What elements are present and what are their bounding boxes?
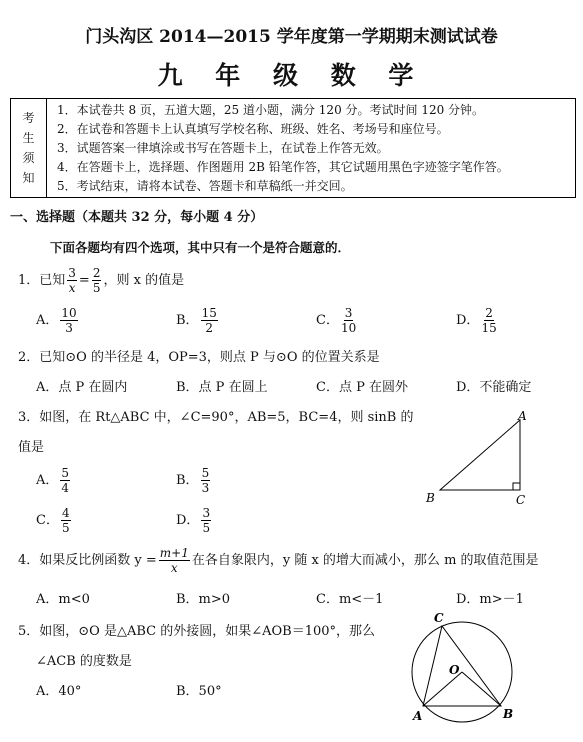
q1-suffix: ，则 x 的值是 (103, 273, 185, 288)
notice-item: 1．本试卷共 8 页，五道大题，25 道小题，满分 120 分。考试时间 120 分钟。 (57, 103, 485, 117)
notice-list (57, 101, 571, 196)
q1-option-d[interactable]: D． $\frac{2}{15}$ (456, 306, 497, 335)
question-3-stem: 3．如图，在 Rt△ABC 中，∠C=90°，AB=5，BC=4，则 sinB 的 (18, 410, 414, 425)
vertex-label-c: C (516, 493, 526, 507)
exam-subject: 九 年 级 数 学 (157, 61, 426, 90)
notice-item: 2．在试卷和答题卡上认真填写学校名称、班级、姓名、考场号和座位号。 (57, 122, 449, 136)
right-angle-mark (513, 483, 520, 490)
q2-option-d[interactable]: D．不能确定 (456, 380, 532, 395)
q4-option-a[interactable]: A．m<0 (36, 592, 90, 607)
q1-option-b[interactable]: B． $\frac{15}{2}$ (176, 306, 217, 335)
notice-label (11, 99, 47, 197)
exam-title: 门头沟区 2014—2015 学年度第一学期期末测试试卷 (85, 27, 498, 47)
triangle-abc (440, 420, 520, 490)
question-2-stem: 2．已知⊙O 的半径是 4，OP=3，则点 P 与⊙O 的位置关系是 (18, 350, 380, 365)
q2-option-c[interactable]: C．点 P 在圆外 (316, 380, 408, 395)
q4-fraction: $\frac{m+1}{x}$ (159, 546, 189, 575)
segment-oa (423, 672, 462, 706)
notice-item: 4．在答题卡上，选择题、作图题用 2B 铅笔作答，其它试题用黑色字迹签字笔作答。 (57, 160, 509, 174)
notice-label-char: 知 (22, 171, 35, 185)
question-1-stem (18, 266, 184, 295)
notice-label-char: 须 (22, 151, 35, 165)
vertex-label-c: C (434, 612, 444, 625)
q1-fraction-right: $\frac{2}{5}$ (92, 266, 101, 295)
q5-option-b[interactable]: B．50° (176, 684, 222, 699)
q4-suffix: 在各自象限内，y 随 x 的增大而减小，那么 m 的取值范围是 (191, 553, 539, 568)
q3-option-d[interactable]: D． $\frac{3}{5}$ (176, 506, 211, 535)
segment-ob (462, 672, 501, 706)
notice-label-char: 生 (22, 131, 35, 145)
q3-option-c[interactable]: C． $\frac{4}{5}$ (36, 506, 70, 535)
q5-option-a[interactable]: A．40° (36, 684, 82, 699)
notice-item: 5．考试结束，请将本试卷、答题卡和草稿纸一并交回。 (57, 179, 353, 193)
triangle-abc (423, 626, 501, 706)
question-4-stem (18, 546, 539, 575)
notice-label-char: 考 (22, 111, 35, 125)
section-heading: 一、选择题（本题共 32 分，每小题 4 分） (10, 210, 264, 225)
question-3-stem-cont: 值是 (18, 440, 45, 455)
vertex-label-b: B (426, 491, 435, 505)
question-5-stem-cont: ∠ACB 的度数是 (36, 654, 132, 669)
q1-equals: = (78, 273, 90, 288)
q1-prefix: 1．已知 (18, 273, 66, 288)
notice-box (10, 98, 576, 198)
q4-option-d[interactable]: D．m>－1 (456, 592, 524, 607)
notice-item: 3．试题答案一律填涂或书写在答题卡上，在试卷上作答无效。 (57, 141, 389, 155)
q4-option-c[interactable]: C．m<－1 (316, 592, 384, 607)
section-instruction: 下面各题均有四个选项，其中只有一个是符合题意的． (50, 240, 351, 255)
question-5-stem: 5．如图，⊙O 是△ABC 的外接圆，如果∠AOB＝100°，那么 (18, 624, 376, 639)
right-triangle-figure (420, 410, 540, 510)
q4-option-b[interactable]: B．m>0 (176, 592, 231, 607)
q1-option-c[interactable]: C． $\frac{3}{10}$ (316, 306, 357, 335)
q2-option-b[interactable]: B．点 P 在圆上 (176, 380, 268, 395)
q3-option-a[interactable]: A． $\frac{5}{4}$ (36, 466, 70, 495)
q1-option-a[interactable]: A． $\frac{10}{3}$ (36, 306, 77, 335)
vertex-label-b: B (503, 707, 514, 721)
q4-prefix: 4．如果反比例函数 y = (18, 553, 157, 568)
circumcircle-figure (405, 612, 530, 740)
q1-fraction-left: $\frac{3}{x}$ (68, 266, 76, 295)
q3-option-b[interactable]: B． $\frac{5}{3}$ (176, 466, 210, 495)
vertex-label-a: A (518, 410, 527, 423)
center-label-o: O (449, 663, 460, 677)
vertex-label-a: A (413, 709, 423, 723)
q2-option-a[interactable]: A．点 P 在圆内 (36, 380, 128, 395)
